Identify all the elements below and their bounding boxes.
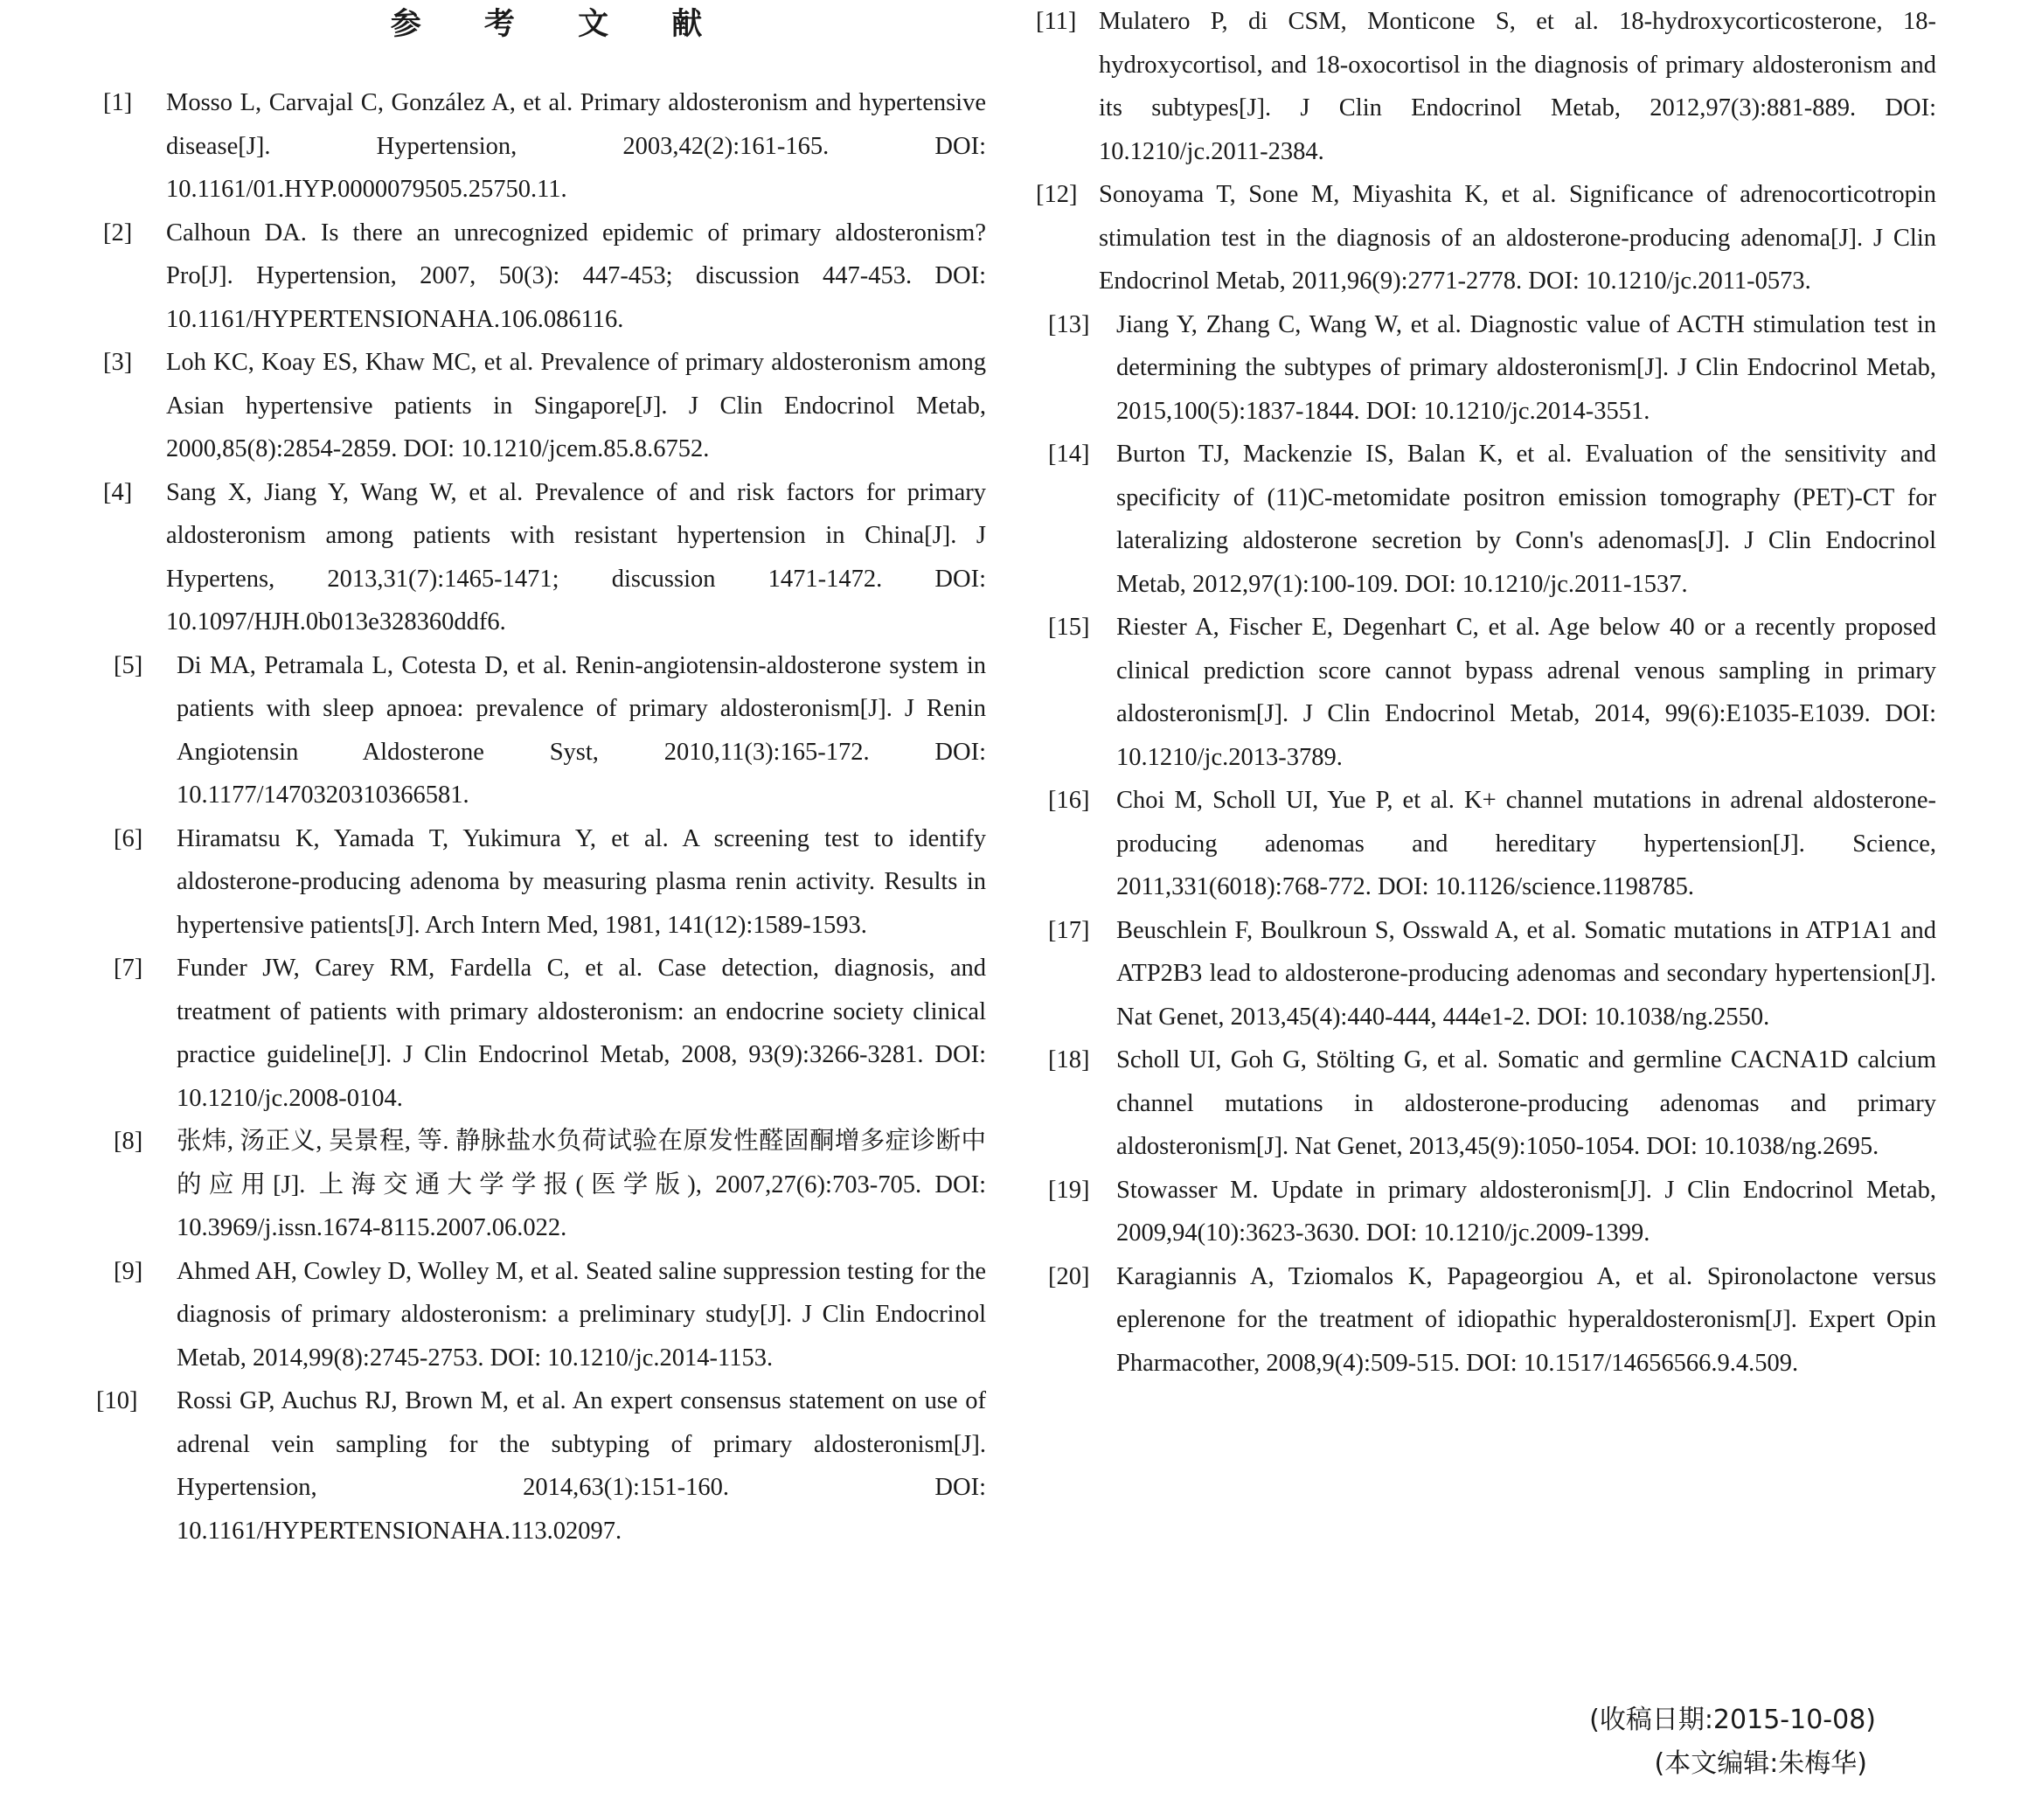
reference-text: Mulatero P, di CSM, Monticone S, et al. 18-hydroxycorticosterone, 18-hydroxycortisol, and 18-oxocortisol in the diagnosis of primary aldosteronism and its subtypes[J]. J Clin Endocrinol Metab, 2012,97(3):881-889. DOI: 10.1210/jc.2011-2384. [1099,8,1936,165]
reference-item [1036,173,1936,303]
reference-text: Di MA, Petramala L, Cotesta D, et al. Renin-angiotensin-aldosterone system in patients with sleep apnoea: prevalence of primary aldosteronism[J]. J Renin Angiotensin Aldosterone Syst, 2010,11(3):165-172. DOI: 10.1177/1470320310366581. [177,651,986,809]
right-reference-list [1036,0,1936,1385]
reference-number: [18] [1048,1046,1090,1073]
reference-item [103,947,986,1120]
reference-text: Jiang Y, Zhang C, Wang W, et al. Diagnostic value of ACTH stimulation test in determining the subtypes of primary aldosteronism[J]. J Clin Endocrinol Metab, 2015,100(5):1837-1844. DOI: 10.1210/jc.2014-3551. [1116,310,1936,425]
reference-item [103,817,986,948]
reference-number: [19] [1048,1176,1090,1204]
reference-item [1036,1255,1936,1386]
reference-item [1036,909,1936,1039]
reference-number: [11] [1036,8,1077,35]
reference-text: Hiramatsu K, Yamada T, Yukimura Y, et al. A screening test to identify aldosterone-producing adenoma by measuring plasma renin activity. Results in hypertensive patients[J]. Arch Intern Med, 1981, 141(12):1589-1593. [177,824,986,939]
reference-text: 张炜, 汤正义, 吴景程, 等. 静脉盐水负荷试验在原发性醛固酮增多症诊断中的应用[J]. 上海交通大学学报(医学版), 2007,27(6):703-705. DOI: 10.3969/j.issn.1674-8115.2007.06.022. [177,1128,986,1241]
reference-text: Mosso L, Carvajal C, González A, et al. Primary aldosteronism and hypertensive disease[J]. Hypertension, 2003,42(2):161-165. DOI: 10.1161/01.HYP.0000079505.25750.11. [166,89,986,203]
reference-item [1036,779,1936,909]
reference-number: [2] [103,219,133,247]
reference-number: [5] [114,651,143,679]
reference-item [1036,433,1936,606]
reference-text: Beuschlein F, Boulkroun S, Osswald A, et al. Somatic mutations in ATP1A1 and ATP2B3 lead to aldosterone-producing adenomas and secondary hypertension[J]. Nat Genet, 2013,45(4):440-444, 444e1-2. DOI: 10.1038/ng.2550. [1116,916,1936,1031]
reference-number: [17] [1048,916,1090,944]
reference-text: Ahmed AH, Cowley D, Wolley M, et al. Seated saline suppression testing for the diagnosis of primary aldosteronism: a preliminary study[J]. J Clin Endocrinol Metab, 2014,99(8):2745-2753. DOI: 10.1210/jc.2014-1153. [177,1257,986,1372]
reference-item [1036,303,1936,434]
reference-text: Rossi GP, Auchus RJ, Brown M, et al. An expert consensus statement on use of adrenal vein sampling for the subtyping of primary aldosteronism[J]. Hypertension, 2014,63(1):151-160. DOI: 10.1161/HYPERTENSIONAHA.113.02097. [177,1387,986,1545]
reference-item [103,471,986,644]
left-column [96,0,986,1553]
reference-text: Scholl UI, Goh G, Stölting G, et al. Somatic and germline CACNA1D calcium channel mutations in aldosterone-producing adenomas and primary aldosteronism[J]. Nat Genet, 2013,45(9):1050-1054. DOI: 10.1038/ng.2695. [1116,1046,1936,1160]
reference-item [96,1379,986,1553]
reference-number: [13] [1048,310,1090,338]
reference-number: [1] [103,89,133,116]
reference-item [103,212,986,342]
reference-item [1036,1169,1936,1255]
reference-text: Choi M, Scholl UI, Yue P, et al. K+ channel mutations in adrenal aldosterone-producing adenomas and hereditary hypertension[J]. Science, 2011,331(6018):768-772. DOI: 10.1126/science.1198785. [1116,787,1936,900]
reference-item [1036,606,1936,779]
reference-text: Calhoun DA. Is there an unrecognized epidemic of primary aldosteronism? Pro[J]. Hypertension, 2007, 50(3): 447-453; discussion 447-453. DOI: 10.1161/HYPERTENSIONAHA.106.086116. [166,219,986,333]
reference-text: Sang X, Jiang Y, Wang W, et al. Prevalence of and risk factors for primary aldosteronism among patients with resistant hypertension in China[J]. J Hypertens, 2013,31(7):1465-1471; discussion 1471-1472. DOI: 10.1097/HJH.0b013e328360ddf6. [166,478,986,636]
reference-number: [6] [114,824,143,852]
reference-number: [9] [114,1257,143,1285]
references-heading: 参 考 文 献 [390,7,729,42]
reference-text: Burton TJ, Mackenzie IS, Balan K, et al. Evaluation of the sensitivity and specificity of (11)C-metomidate positron emission tomography (PET)-CT for lateralizing aldosterone secretion by Conn's adenomas[J]. J Clin Endocrinol Metab, 2012,97(1):100-109. DOI: 10.1210/jc.2011-1537. [1116,441,1936,598]
reference-text: Loh KC, Koay ES, Khaw MC, et al. Prevalence of primary aldosteronism among Asian hypertensive patients in Singapore[J]. J Clin Endocrinol Metab, 2000,85(8):2854-2859. DOI: 10.1210/jcem.85.8.6752. [166,349,986,462]
reference-number: [20] [1048,1262,1090,1290]
reference-text: Sonoyama T, Sone M, Miyashita K, et al. Significance of adrenocorticotropin stimulation test in the diagnosis of an aldosterone-producing adenoma[J]. J Clin Endocrinol Metab, 2011,96(9):2771-2778. DOI: 10.1210/jc.2011-0573. [1099,181,1936,295]
reference-text: Funder JW, Carey RM, Fardella C, et al. Case detection, diagnosis, and treatment of patients with primary aldosteronism: an endocrine society clinical practice guideline[J]. J Clin Endocrinol Metab, 2008, 93(9):3266-3281. DOI: 10.1210/jc.2008-0104. [177,955,986,1112]
right-column [1036,0,1936,1385]
reference-text: Stowasser M. Update in primary aldosteronism[J]. J Clin Endocrinol Metab, 2009,94(10):3623-3630. DOI: 10.1210/jc.2009-1399. [1116,1176,1936,1247]
reference-number: [12] [1036,181,1078,208]
reference-number: [16] [1048,787,1090,814]
reference-text: Karagiannis A, Tziomalos K, Papageorgiou A, et al. Spironolactone versus eplerenone for the treatment of idiopathic hyperaldosteronism[J]. Expert Opin Pharmacother, 2008,9(4):509-515. DOI: 10.1517/14656566.9.4.509. [1116,1262,1936,1377]
reference-item [1036,1039,1936,1169]
reference-number: [14] [1048,441,1090,468]
reference-item [103,81,986,212]
reference-item [103,644,986,817]
reference-number: [8] [114,1128,143,1155]
reference-number: [10] [96,1387,138,1414]
reference-item [1036,0,1936,173]
article-editor: (本文编辑:朱梅华) [1654,1748,1867,1779]
reference-number: [7] [114,955,143,982]
received-date: (收稿日期:2015-10-08) [1589,1705,1876,1735]
reference-item [103,1250,986,1380]
reference-number: [3] [103,349,133,376]
reference-number: [4] [103,478,133,506]
reference-number: [15] [1048,614,1090,641]
reference-text: Riester A, Fischer E, Degenhart C, et al. Age below 40 or a recently proposed clinical prediction score cannot bypass adrenal venous sampling in primary aldosteronism[J]. J Clin Endocrinol Metab, 2014, 99(6):E1035-E1039. DOI: 10.1210/jc.2013-3789. [1116,614,1936,771]
reference-item [103,341,986,471]
reference-item [103,1120,986,1250]
left-reference-list [96,0,986,1553]
